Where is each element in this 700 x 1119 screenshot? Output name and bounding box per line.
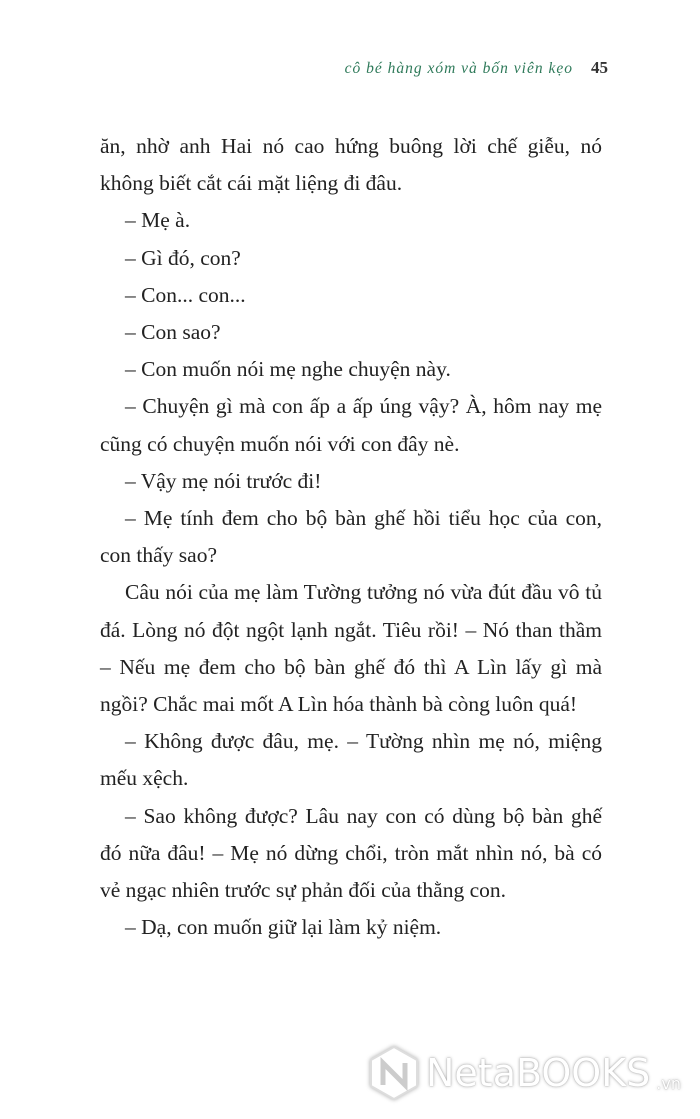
netabooks-logo-icon bbox=[368, 1045, 420, 1101]
watermark bbox=[368, 1045, 681, 1101]
paragraph: ăn, nhờ anh Hai nó cao hứng buông lời chế giễu, nó không biết cắt cái mặt liệng đi đâu. bbox=[100, 134, 602, 196]
running-title: cô bé hàng xóm và bốn viên kẹo bbox=[344, 60, 573, 77]
paragraph: – Gì đó, con? bbox=[125, 245, 241, 270]
paragraph: – Sao không được? Lâu nay con có dùng bộ bàn ghế đó nữa đâu! – Mẹ nó dừng chổi, tròn mắt nhìn nó, bà có vẻ ngạc nhiên trước sự phản đối của thằng con. bbox=[100, 803, 602, 903]
paragraph: – Mẹ tính đem cho bộ bàn ghế hồi tiểu học của con, con thấy sao? bbox=[100, 506, 602, 568]
paragraph: Câu nói của mẹ làm Tường tưởng nó vừa đút đầu vô tủ đá. Lòng nó đột ngột lạnh ngắt. Tiêu rồi! – Nó than thầm – Nếu mẹ đem cho bộ bàn ghế đó thì A Lìn lấy gì mà ngồi? Chắc mai mốt A Lìn hóa thành bà còng luôn quá! bbox=[100, 580, 602, 717]
paragraph: – Không được đâu, mẹ. – Tường nhìn mẹ nó, miệng mếu xệch. bbox=[100, 729, 602, 791]
watermark-suffix: .vn bbox=[656, 1074, 681, 1093]
paragraph: – Dạ, con muốn giữ lại làm kỷ niệm. bbox=[125, 915, 442, 940]
paragraph: – Con sao? bbox=[125, 320, 221, 345]
paragraph: – Con... con... bbox=[125, 282, 246, 307]
watermark-brand: NetaBOOKS bbox=[426, 1051, 651, 1095]
body-text bbox=[100, 128, 602, 946]
paragraph: – Mẹ à. bbox=[125, 208, 191, 233]
page-number: 45 bbox=[591, 58, 608, 77]
paragraph: – Chuyện gì mà con ấp a ấp úng vậy? À, hôm nay mẹ cũng có chuyện muốn nói với con đây nè. bbox=[100, 394, 602, 456]
paragraph: – Vậy mẹ nói trước đi! bbox=[125, 468, 322, 493]
paragraph: – Con muốn nói mẹ nghe chuyện này. bbox=[125, 357, 451, 382]
running-header bbox=[345, 58, 608, 78]
